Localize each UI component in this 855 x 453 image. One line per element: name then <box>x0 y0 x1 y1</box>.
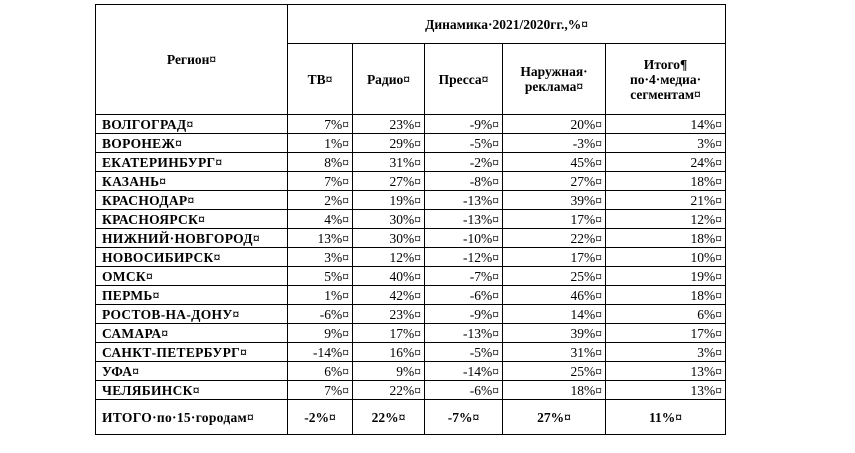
tv-cell: 5%¤ <box>288 267 353 286</box>
outdoor-cell: 17%¤ <box>503 210 606 229</box>
outdoor-cell: 25%¤ <box>503 362 606 381</box>
table-row <box>96 324 726 343</box>
table-row <box>96 305 726 324</box>
press-cell: -10%¤ <box>425 229 503 248</box>
total-cell: 10%¤ <box>606 248 726 267</box>
total-cell: 13%¤ <box>606 362 726 381</box>
radio-cell: 30%¤ <box>353 210 425 229</box>
outdoor-cell: 46%¤ <box>503 286 606 305</box>
total-cell: 14%¤ <box>606 115 726 134</box>
radio-cell: 23%¤ <box>353 115 425 134</box>
radio-cell: 23%¤ <box>353 305 425 324</box>
tv-cell: 4%¤ <box>288 210 353 229</box>
region-cell: НОВОСИБИРСК¤ <box>96 248 288 267</box>
region-cell: ПЕРМЬ¤ <box>96 286 288 305</box>
tv-cell: 2%¤ <box>288 191 353 210</box>
total-cell: 3%¤ <box>606 343 726 362</box>
region-cell: САНКТ-ПЕТЕРБУРГ¤ <box>96 343 288 362</box>
outdoor-cell: 18%¤ <box>503 381 606 400</box>
table-row <box>96 362 726 381</box>
total-cell: 18%¤ <box>606 172 726 191</box>
region-cell: ЕКАТЕРИНБУРГ¤ <box>96 153 288 172</box>
col-header-press: Пресса¤ <box>425 44 503 115</box>
radio-cell: 27%¤ <box>353 172 425 191</box>
radio-cell: 22%¤ <box>353 400 425 435</box>
total-cell: 13%¤ <box>606 381 726 400</box>
region-cell: УФА¤ <box>96 362 288 381</box>
outdoor-cell: 39%¤ <box>503 191 606 210</box>
tv-cell: 13%¤ <box>288 229 353 248</box>
region-cell: ВОРОНЕЖ¤ <box>96 134 288 153</box>
total-cell: 18%¤ <box>606 229 726 248</box>
tv-cell: 8%¤ <box>288 153 353 172</box>
press-cell: -13%¤ <box>425 191 503 210</box>
radio-cell: 42%¤ <box>353 286 425 305</box>
media-dynamics-table <box>95 4 726 435</box>
radio-cell: 9%¤ <box>353 362 425 381</box>
total-cell: 3%¤ <box>606 134 726 153</box>
col-header-total: Итого¶ по·4·медиа· сегментам¤ <box>606 44 726 115</box>
outdoor-cell: 39%¤ <box>503 324 606 343</box>
table-row <box>96 286 726 305</box>
outdoor-cell: -3%¤ <box>503 134 606 153</box>
tv-cell: -14%¤ <box>288 343 353 362</box>
table-row <box>96 172 726 191</box>
press-cell: -7%¤ <box>425 400 503 435</box>
col-header-tv: ТВ¤ <box>288 44 353 115</box>
total-cell: 24%¤ <box>606 153 726 172</box>
region-cell: ВОЛГОГРАД¤ <box>96 115 288 134</box>
radio-cell: 30%¤ <box>353 229 425 248</box>
press-cell: -7%¤ <box>425 267 503 286</box>
radio-cell: 40%¤ <box>353 267 425 286</box>
outdoor-cell: 27%¤ <box>503 172 606 191</box>
press-cell: -2%¤ <box>425 153 503 172</box>
col-header-outdoor: Наружная· реклама¤ <box>503 44 606 115</box>
table-row <box>96 134 726 153</box>
press-cell: -6%¤ <box>425 286 503 305</box>
press-cell: -8%¤ <box>425 172 503 191</box>
radio-cell: 17%¤ <box>353 324 425 343</box>
tv-cell: 3%¤ <box>288 248 353 267</box>
total-row <box>96 400 726 435</box>
press-cell: -9%¤ <box>425 305 503 324</box>
tv-cell: 7%¤ <box>288 172 353 191</box>
tv-cell: -2%¤ <box>288 400 353 435</box>
press-cell: -13%¤ <box>425 324 503 343</box>
table-row <box>96 115 726 134</box>
outdoor-cell: 31%¤ <box>503 343 606 362</box>
radio-cell: 19%¤ <box>353 191 425 210</box>
press-cell: -5%¤ <box>425 343 503 362</box>
total-cell: 18%¤ <box>606 286 726 305</box>
press-cell: -6%¤ <box>425 381 503 400</box>
table-row <box>96 210 726 229</box>
total-cell: 11%¤ <box>606 400 726 435</box>
region-cell: КРАСНОЯРСК¤ <box>96 210 288 229</box>
press-cell: -12%¤ <box>425 248 503 267</box>
tv-cell: 1%¤ <box>288 134 353 153</box>
region-cell: САМАРА¤ <box>96 324 288 343</box>
press-cell: -5%¤ <box>425 134 503 153</box>
region-cell: НИЖНИЙ·НОВГОРОД¤ <box>96 229 288 248</box>
outdoor-cell: 17%¤ <box>503 248 606 267</box>
dynamics-header: Динамика·2021/2020гг.,%¤ <box>288 5 726 44</box>
tv-cell: -6%¤ <box>288 305 353 324</box>
total-cell: 21%¤ <box>606 191 726 210</box>
press-cell: -14%¤ <box>425 362 503 381</box>
tv-cell: 7%¤ <box>288 115 353 134</box>
press-cell: -9%¤ <box>425 115 503 134</box>
table-row <box>96 191 726 210</box>
table-row <box>96 267 726 286</box>
tv-cell: 9%¤ <box>288 324 353 343</box>
table-row <box>96 381 726 400</box>
region-cell: РОСТОВ-НА-ДОНУ¤ <box>96 305 288 324</box>
radio-cell: 31%¤ <box>353 153 425 172</box>
radio-cell: 16%¤ <box>353 343 425 362</box>
press-cell: -13%¤ <box>425 210 503 229</box>
outdoor-cell: 45%¤ <box>503 153 606 172</box>
total-cell: 17%¤ <box>606 324 726 343</box>
region-cell: ОМСК¤ <box>96 267 288 286</box>
outdoor-cell: 25%¤ <box>503 267 606 286</box>
radio-cell: 29%¤ <box>353 134 425 153</box>
col-header-radio: Радио¤ <box>353 44 425 115</box>
outdoor-cell: 22%¤ <box>503 229 606 248</box>
table-row <box>96 153 726 172</box>
region-cell: ЧЕЛЯБИНСК¤ <box>96 381 288 400</box>
outdoor-cell: 20%¤ <box>503 115 606 134</box>
table-row <box>96 248 726 267</box>
tv-cell: 7%¤ <box>288 381 353 400</box>
region-cell: КАЗАНЬ¤ <box>96 172 288 191</box>
tv-cell: 6%¤ <box>288 362 353 381</box>
radio-cell: 12%¤ <box>353 248 425 267</box>
table-row <box>96 229 726 248</box>
region-header: Регион¤ <box>96 5 288 115</box>
total-cell: 19%¤ <box>606 267 726 286</box>
region-cell: ИТОГО·по·15·городам¤ <box>96 400 288 435</box>
outdoor-cell: 14%¤ <box>503 305 606 324</box>
total-cell: 12%¤ <box>606 210 726 229</box>
radio-cell: 22%¤ <box>353 381 425 400</box>
tv-cell: 1%¤ <box>288 286 353 305</box>
region-cell: КРАСНОДАР¤ <box>96 191 288 210</box>
outdoor-cell: 27%¤ <box>503 400 606 435</box>
total-cell: 6%¤ <box>606 305 726 324</box>
table-row <box>96 343 726 362</box>
